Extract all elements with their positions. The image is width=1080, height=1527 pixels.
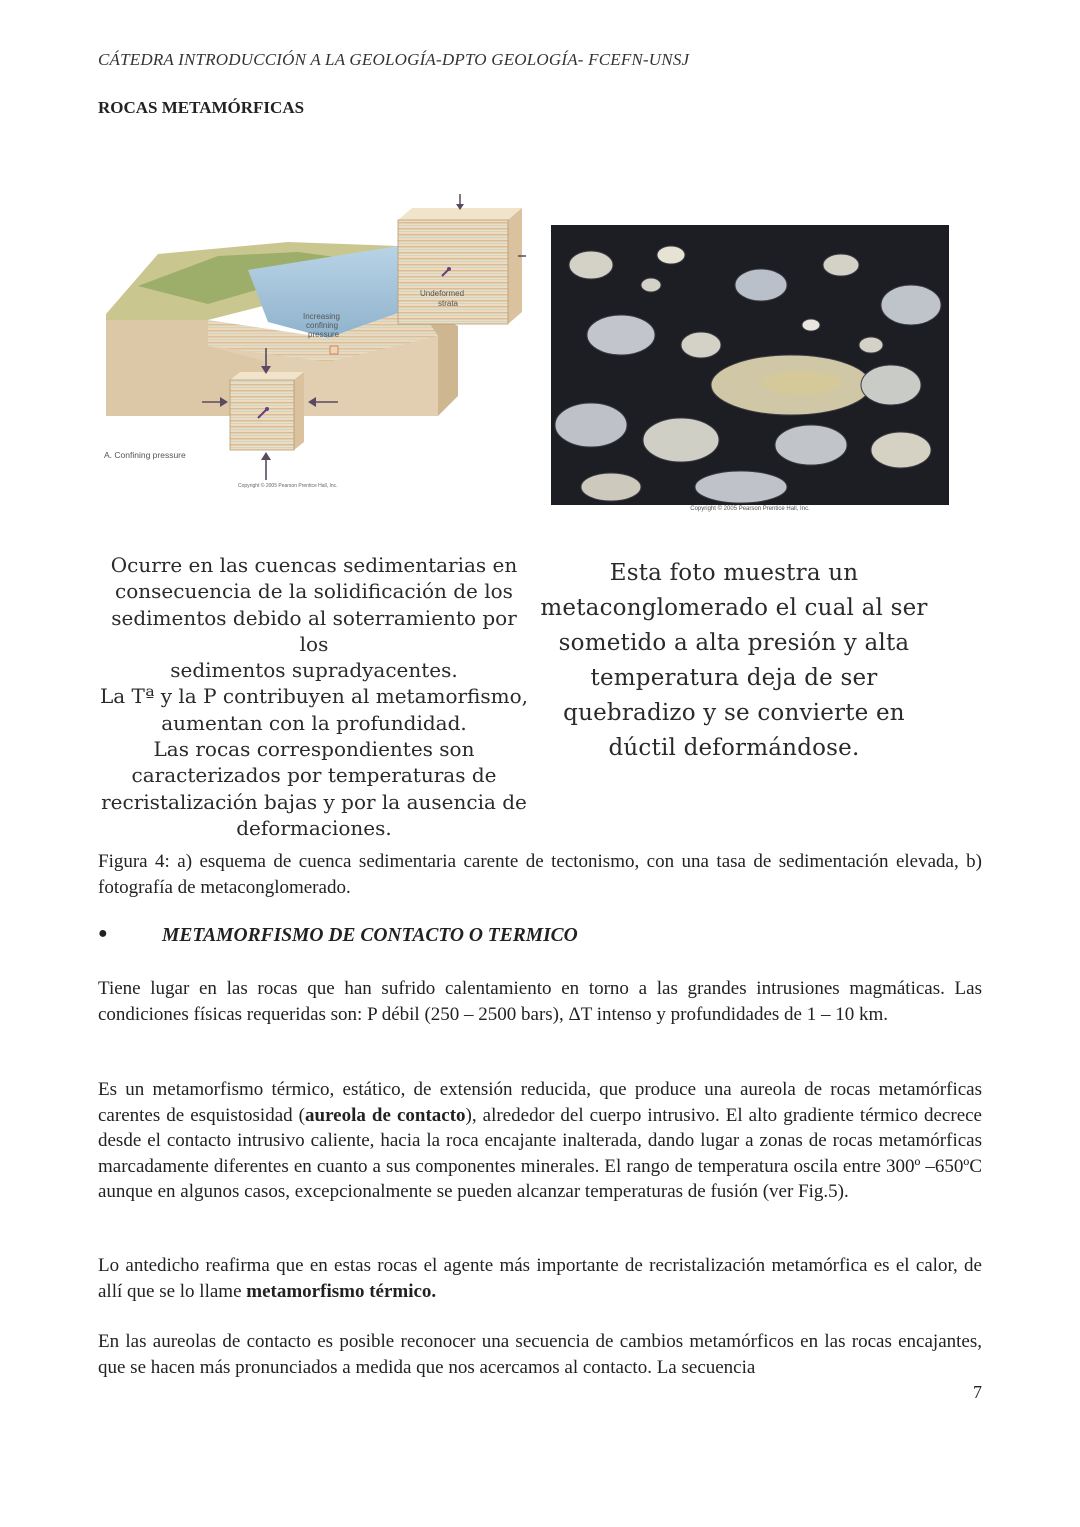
caption-right-line: Esta foto muestra un <box>609 560 859 586</box>
caption-left-line: deformaciones. <box>236 815 392 840</box>
caption-left-line: recristalización bajas y por la ausencia de <box>101 789 527 814</box>
label-confining: confining <box>306 321 339 330</box>
caption-right-line: metaconglomerado el cual al ser <box>540 595 928 621</box>
caption-left-line: sedimentos debido al soterramiento por los <box>111 605 517 656</box>
caption-left-line: aumentan con la profundidad. <box>161 710 467 735</box>
caption-left-line: La Tª y la P contribuyen al metamorfismo, <box>99 684 529 709</box>
paragraph-2-text: Es un metamorfismo térmico, estático, de extensión reducida, que produce una aureola de rocas metamórficas carentes de esquistosidad ( <box>98 1079 982 1126</box>
paragraph-3 <box>98 1253 982 1304</box>
paragraph-1: Tiene lugar en las rocas que han sufrido calentamiento en torno a las grandes intrusiones magmáticas. Las condiciones físicas requeridas son: P débil (250 – 2500 bars), ΔT intenso y profundidades de 1 – 10 km. <box>98 978 982 1025</box>
photo-copyright: Copyright © 2005 Pearson Prentice Hall, Inc. <box>690 506 810 512</box>
caption-left-line: consecuencia de la solidificación de los <box>115 579 513 604</box>
subsection-title: METAMORFISMO DE CONTACTO O TERMICO <box>162 925 578 946</box>
caption-left-line: caracterizados por temperaturas de <box>131 763 497 788</box>
bullet-icon: ● <box>98 925 108 942</box>
caption-right-line: temperatura deja de ser <box>590 665 878 691</box>
confining-pressure-diagram <box>98 186 530 496</box>
page-number: 7 <box>973 1382 982 1402</box>
caption-right-line: sometido a alta presión y alta <box>558 630 910 656</box>
paragraph-2-text: ), alrededor del cuerpo intrusivo. El alto gradiente térmico decrece desde el contacto intrusivo caliente, hacia la roca encajante inalterada, dando lugar a zonas de rocas metamórficas marcadamente diferentes en cuanto a sus componentes minerales. El rango de temperatura oscila entre 300º –650ºC aunque en algunos casos, excepcionalmente se pueden alcanzar temperaturas de fusión (ver Fig.5). <box>98 1104 982 1202</box>
metaconglomerate-photo <box>551 225 949 505</box>
caption-left-line: Ocurre en las cuencas sedimentarias en <box>110 553 518 577</box>
term-aureola-contacto: aureola de contacto <box>305 1104 466 1126</box>
section-title: ROCAS METAMÓRFICAS <box>98 98 305 117</box>
label-undeformed: Undeformed <box>420 289 465 298</box>
label-pressure: pressure <box>308 330 340 339</box>
caption-left-line: sedimentos supradyacentes. <box>170 658 458 683</box>
figure-caption: Figura 4: a) esquema de cuenca sedimentaria carente de tectonismo, con una tasa de sedimentación elevada, b) fotografía de metaconglomerado. <box>98 851 982 898</box>
term-metamorfismo-termico: metamorfismo térmico. <box>246 1280 437 1302</box>
diagram-copyright: Copyright © 2005 Pearson Prentice Hall, Inc. <box>238 483 338 489</box>
paragraph-4: En las aureolas de contacto es posible reconocer una secuencia de cambios metamórficos en las rocas encajantes, que se hacen más pronunciados a medida que nos acercamos al contacto. La secuencia <box>98 1331 982 1378</box>
paragraph-2 <box>98 1077 982 1205</box>
caption-left-line: Las rocas correspondientes son <box>153 737 475 762</box>
label-increasing: Increasing <box>303 312 340 321</box>
caption-left <box>98 552 530 841</box>
caption-right-line: quebradizo y se convierte en <box>563 700 905 726</box>
paragraph-3-text: Lo antedicho reafirma que en estas rocas el agente más importante de recristalización metamórfica es el calor, de allí que se lo llame <box>98 1255 982 1302</box>
page-header: CÁTEDRA INTRODUCCIÓN A LA GEOLOGÍA-DPTO GEOLOGÍA- FCEFN-UNSJ <box>98 50 690 69</box>
diagram-caption: A. Confining pressure <box>104 450 186 460</box>
caption-right <box>538 556 930 766</box>
label-strata: strata <box>438 299 459 308</box>
caption-right-line: dúctil deformándose. <box>608 735 860 761</box>
